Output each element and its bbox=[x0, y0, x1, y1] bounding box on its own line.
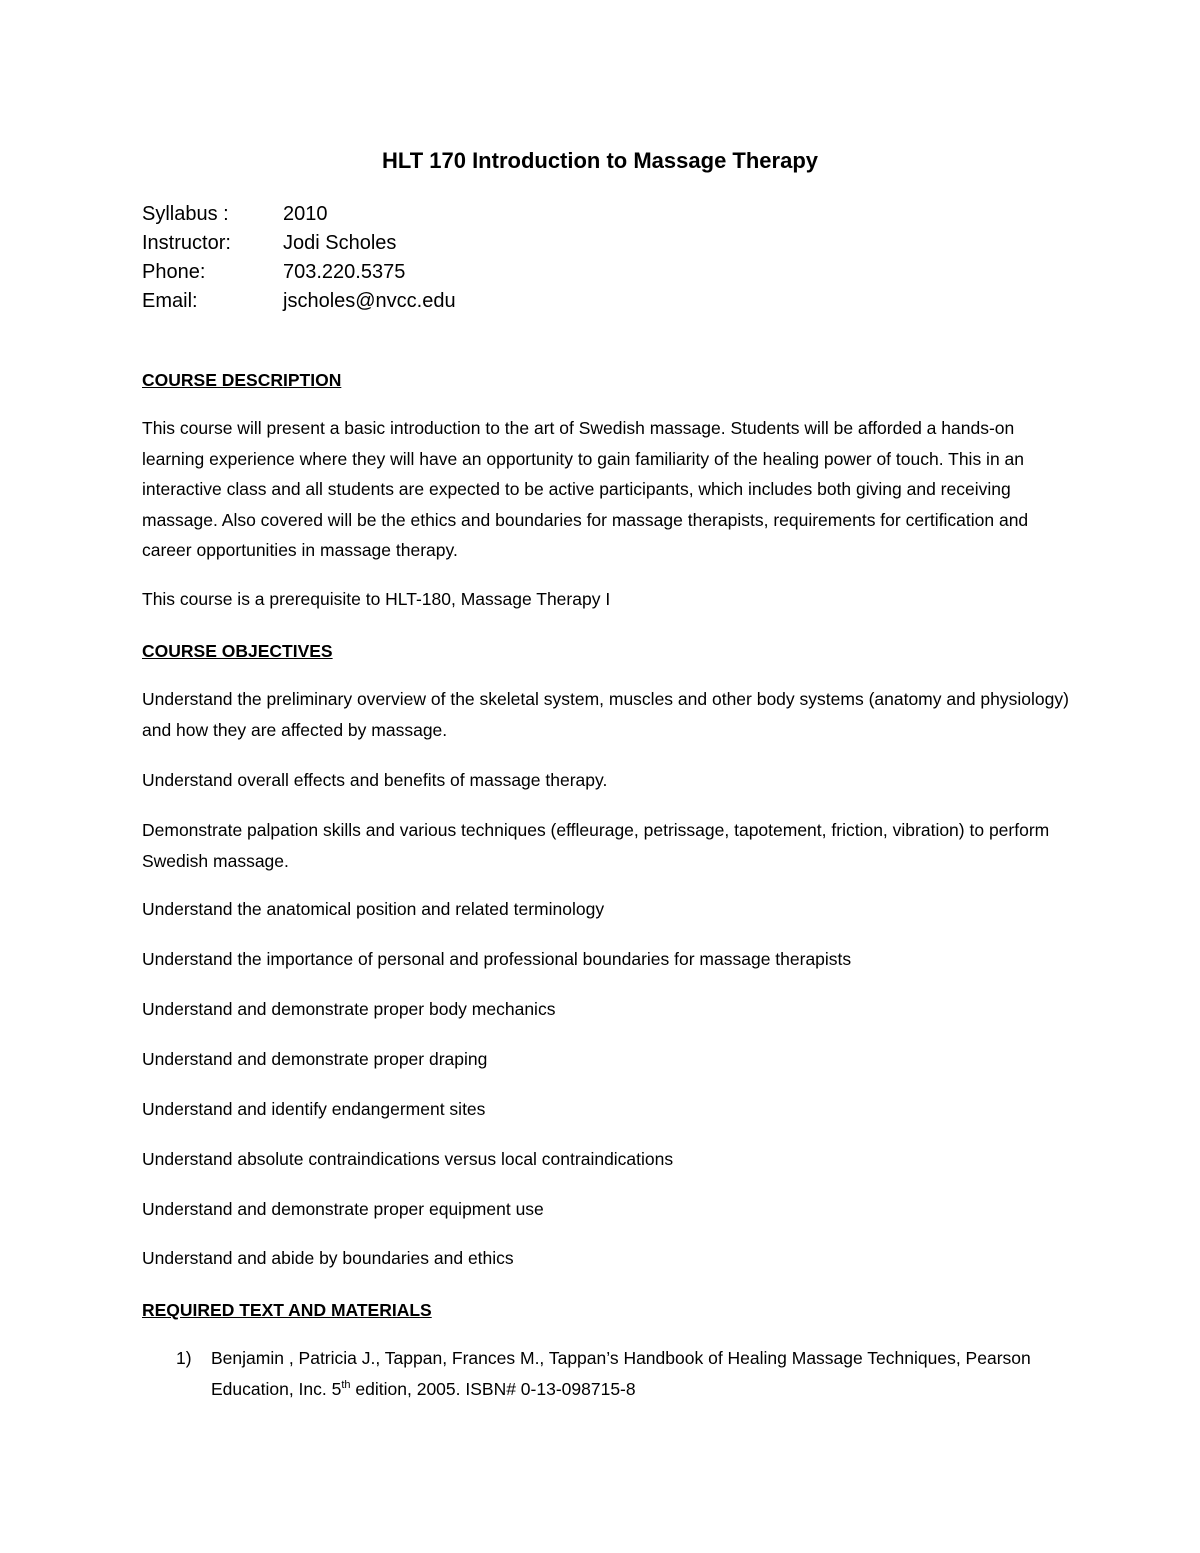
objective-item: Understand the importance of personal and professional boundaries for massage therapists bbox=[142, 949, 852, 969]
instructor-row bbox=[142, 229, 456, 258]
course-info-block bbox=[142, 200, 456, 316]
phone-row bbox=[142, 258, 456, 287]
instructor-label: Instructor: bbox=[142, 232, 231, 254]
reference-text-tail: edition, 2005. ISBN# 0-13-098715-8 bbox=[350, 1378, 636, 1399]
objective-item: Demonstrate palpation skills and various techniques (effleurage, petrissage, tapotement, friction, vibration) to perform Swedish massage. bbox=[142, 820, 1050, 871]
syllabus-value: 2010 bbox=[283, 203, 328, 225]
reference-item bbox=[176, 1343, 1076, 1404]
objective-item: Understand and identify endangerment sites bbox=[142, 1099, 486, 1119]
phone-value: 703.220.5375 bbox=[283, 261, 406, 283]
syllabus-label: Syllabus : bbox=[142, 203, 229, 225]
email-label: Email: bbox=[142, 290, 198, 312]
email-value: jscholes@nvcc.edu bbox=[283, 290, 456, 312]
required-materials-heading: REQUIRED TEXT AND MATERIALS bbox=[142, 1300, 432, 1320]
objective-item: Understand the anatomical position and related terminology bbox=[142, 899, 605, 919]
course-description-paragraph: This course will present a basic introduction to the art of Swedish massage. Students will be afforded a hands-on learning experience where they will have an opportunity to gain familiarity of the healing power of touch. This in an interactive class and all students are expected to be active participants, which includes both giving and receiving massage. Also covered will be the ethics and boundaries for massage therapists, requirements for certification and career opportunities in massage therapy. bbox=[142, 418, 1029, 560]
course-objectives-heading: COURSE OBJECTIVES bbox=[142, 641, 333, 661]
prerequisite-text: This course is a prerequisite to HLT-180, Massage Therapy I bbox=[142, 589, 611, 609]
edition-superscript: th bbox=[341, 1378, 351, 1391]
objective-item: Understand and abide by boundaries and ethics bbox=[142, 1248, 514, 1268]
syllabus-row bbox=[142, 200, 456, 229]
document-title: HLT 170 Introduction to Massage Therapy bbox=[382, 148, 818, 173]
objective-item: Understand the preliminary overview of the skeletal system, muscles and other body systems (anatomy and physiology) and how they are affected by massage. bbox=[142, 689, 1069, 740]
objective-item: Understand and demonstrate proper draping bbox=[142, 1049, 488, 1069]
objective-item: Understand overall effects and benefits of massage therapy. bbox=[142, 770, 608, 790]
objective-item: Understand absolute contraindications versus local contraindications bbox=[142, 1149, 674, 1169]
phone-label: Phone: bbox=[142, 261, 206, 283]
reference-text-main: Benjamin , Patricia J., Tappan, Frances M., Tappan’s Handbook of Healing Massage Techniques, Pearson Education, Inc. 5 bbox=[211, 1348, 1031, 1399]
objective-item: Understand and demonstrate proper equipment use bbox=[142, 1199, 544, 1219]
instructor-value: Jodi Scholes bbox=[283, 232, 397, 254]
reference-number: 1) bbox=[176, 1348, 192, 1368]
objective-item: Understand and demonstrate proper body mechanics bbox=[142, 999, 556, 1019]
course-description-heading: COURSE DESCRIPTION bbox=[142, 370, 342, 390]
email-row bbox=[142, 287, 456, 316]
reference-text bbox=[211, 1343, 1076, 1404]
